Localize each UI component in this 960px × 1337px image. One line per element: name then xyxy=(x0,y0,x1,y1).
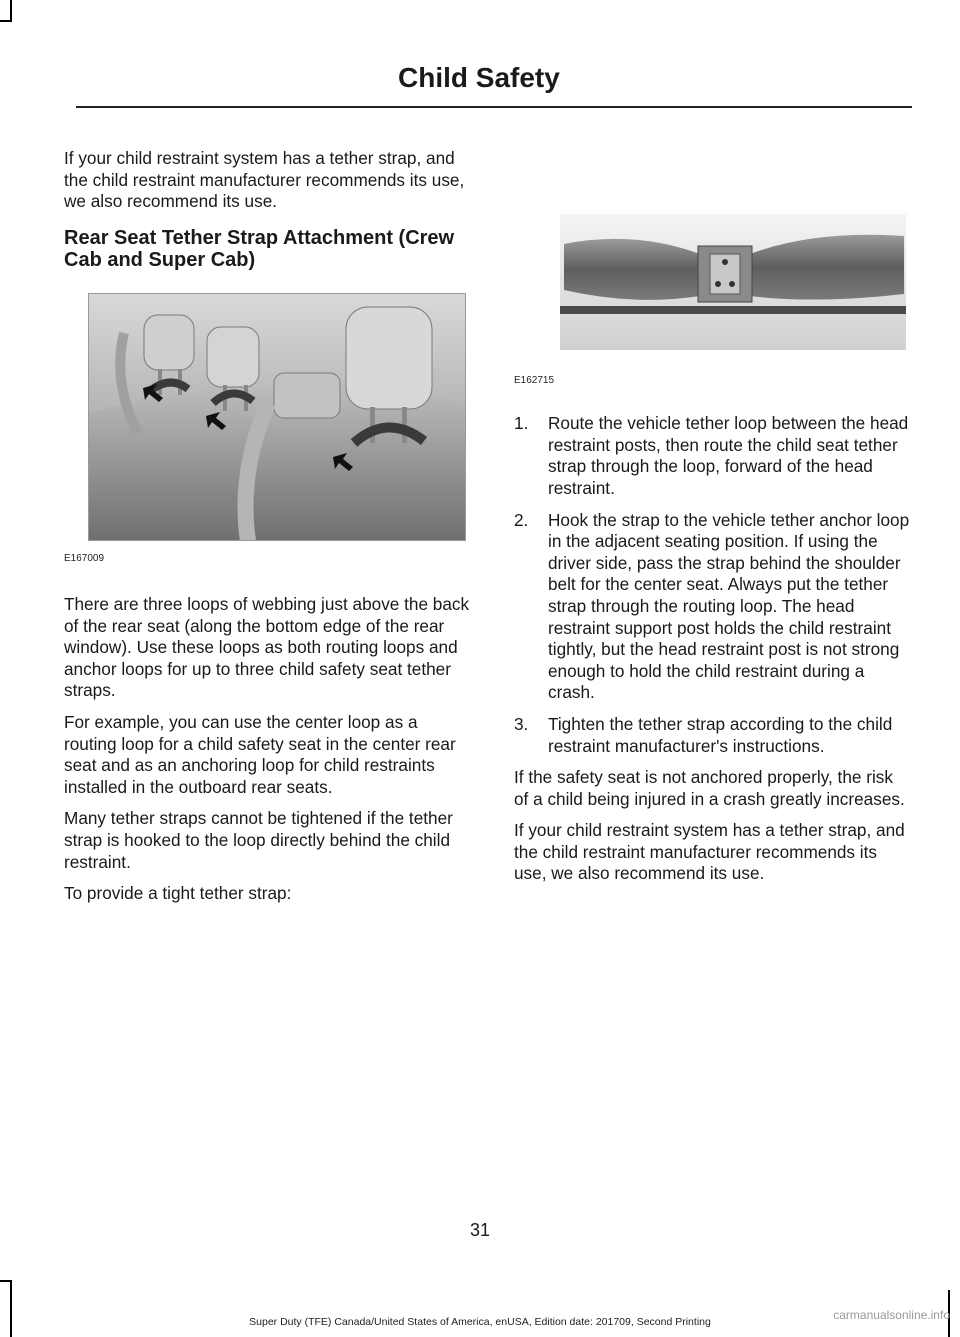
step-text: Tighten the tether strap according to the child restraint manufacturer's instructions. xyxy=(548,713,893,756)
tether-loop-figure xyxy=(514,210,910,391)
steps-list xyxy=(514,413,910,757)
section-heading: Rear Seat Tether Strap Attachment (Crew Cab and Super Cab) xyxy=(64,226,455,271)
list-item xyxy=(514,510,910,704)
crop-mark xyxy=(0,1280,12,1282)
watermark: carmanualsonline.info xyxy=(833,1308,950,1322)
tether-loop-illustration xyxy=(514,210,910,356)
step-number: 2. xyxy=(514,509,529,530)
step-text: Route the vehicle tether loop between the head restraint posts, then route the child seat tether strap through the loop, forward of the head restraint. xyxy=(548,413,909,498)
rear-seat-illustration xyxy=(88,293,466,541)
left-column xyxy=(64,148,474,915)
list-item xyxy=(514,413,910,499)
step-text: Hook the strap to the vehicle tether anchor loop in the adjacent seating position. If using the driver side, pass the strap behind the shoulder belt for the center seat. Always put the tether strap through the routing loop. The head restraint support post holds the child restraint tightly, but the head restraint post is not strong enough to hold the child restraint during a crash. xyxy=(548,509,910,703)
list-item xyxy=(514,714,910,757)
footer-text: Super Duty (TFE) Canada/United States of America, enUSA, Edition date: 201709, Second Printing xyxy=(249,1316,711,1328)
crop-mark xyxy=(10,1280,12,1337)
intro-paragraph: If your child restraint system has a tether strap, and the child restraint manufacturer recommends its use, we also recommend its use. xyxy=(64,148,465,212)
step-number: 1. xyxy=(514,413,529,434)
body-paragraph: For example, you can use the center loop as a routing loop for a child safety seat in the center rear seat and as an anchoring loop for child restraints installed in the outboard rear seats. xyxy=(64,711,456,797)
figure-id: E167009 xyxy=(64,553,105,565)
page-title: Child Safety xyxy=(398,62,560,93)
crop-mark xyxy=(0,20,12,22)
step-number: 3. xyxy=(514,713,529,734)
body-paragraph: There are three loops of webbing just above the back of the rear seat (along the bottom edge of the rear window). Use these loops as both routing loops and anchor loops for up to three child safety seat tether straps. xyxy=(64,593,470,701)
body-paragraph: If the safety seat is not anchored properly, the risk of a child being injured in a crash greatly increases. xyxy=(514,767,905,809)
rear-seat-figure xyxy=(64,293,474,570)
body-paragraph: To provide a tight tether strap: xyxy=(64,883,292,904)
page-number: 31 xyxy=(469,1220,491,1240)
crop-mark xyxy=(10,0,12,22)
figure-id: E162715 xyxy=(514,374,555,386)
header-divider xyxy=(76,106,912,108)
right-column xyxy=(514,148,910,895)
body-paragraph: Many tether straps cannot be tightened if the tether strap is hooked to the loop directly behind the child restraint. xyxy=(64,808,453,872)
body-paragraph: If your child restraint system has a tether strap, and the child restraint manufacturer recommends its use, we also recommend its use. xyxy=(514,820,905,884)
